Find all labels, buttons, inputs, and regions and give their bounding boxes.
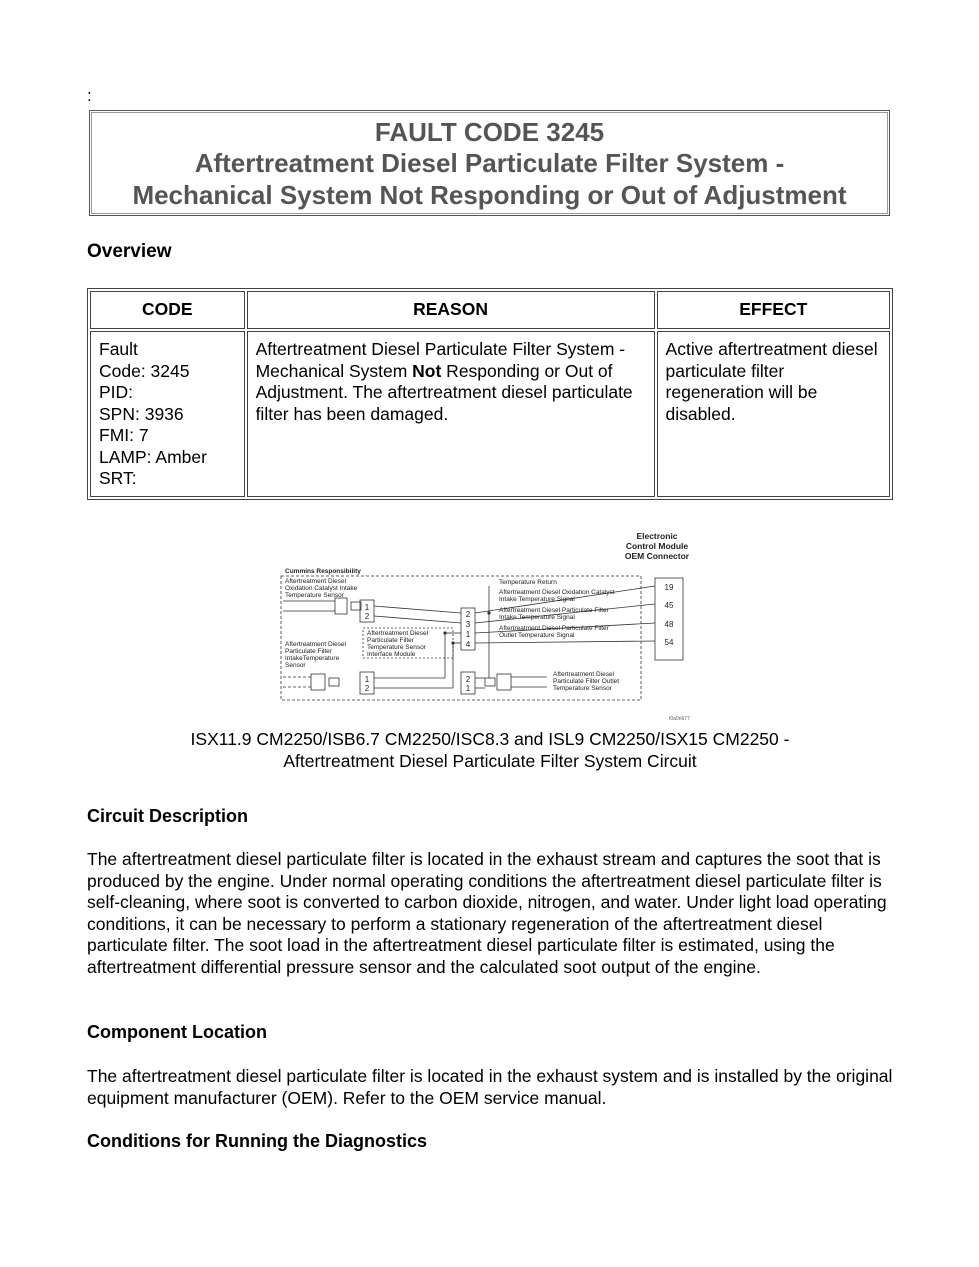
table-row <box>90 331 890 497</box>
table-header-row <box>90 291 890 329</box>
header-reason: REASON <box>247 291 655 329</box>
sensor2-label-1: Aftertreatment Diesel <box>285 641 347 648</box>
module-pin-4: 4 <box>465 640 471 649</box>
module-label-4: Interface Module <box>367 651 416 658</box>
pin-48: 48 <box>664 620 674 629</box>
effect-cell: Active aftertreatment diesel particulate filter regeneration will be disabled. <box>657 331 890 497</box>
reason-text-post: Responding or Out of Adjustment. The aftertreatment diesel particulate filter has been damaged. <box>255 360 633 424</box>
sensor1-label-3: Temperature Sensor <box>285 592 344 599</box>
code-cell <box>90 331 245 497</box>
s3-pin-1: 1 <box>465 684 471 693</box>
module-pin-1: 1 <box>465 630 471 639</box>
fault-subtitle-line2: Mechanical System Not Responding or Out of Adjustment <box>132 180 847 210</box>
sensor1-label-2: Oxidation Catalyst Intake <box>285 585 358 592</box>
signal-label-3a: Aftertreatment Diesel Particulate Filter <box>499 607 609 614</box>
s2-pin-1: 1 <box>364 675 370 684</box>
code-line: LAMP: Amber <box>99 446 207 467</box>
sensor1-label-1: Aftertreatment Diesel <box>285 578 347 585</box>
overview-heading: Overview <box>87 241 172 262</box>
s2-pin-2: 2 <box>364 684 370 693</box>
header-code: CODE <box>90 291 245 329</box>
caption-line2: Aftertreatment Diesel Particulate Filter System Circuit <box>283 750 697 771</box>
code-line: SPN: 3936 <box>99 403 184 424</box>
sensor2-label-4: Sensor <box>285 662 306 669</box>
component-location-heading: Component Location <box>87 1022 267 1042</box>
signal-label-4a: Aftertreatment Diesel Particulate Filter <box>499 625 609 632</box>
reason-cell <box>247 331 655 497</box>
pin-45: 45 <box>664 601 674 610</box>
signal-label-3b: Intake Temperature Signal <box>499 614 575 621</box>
sensor3-label-1: Aftertreatment Diesel <box>553 671 615 678</box>
ecm-label-3: OEM Connector <box>624 551 690 561</box>
pin-54: 54 <box>664 638 674 647</box>
component-location-text: The aftertreatment diesel particulate filter is located in the exhaust system and is installed by the original equipment manufacturer (OEM). Refer to the OEM service manual. <box>87 1066 893 1108</box>
pin-19: 19 <box>664 583 674 592</box>
code-line: SRT: <box>99 468 137 488</box>
module-pin-3: 3 <box>465 620 471 629</box>
s1-pin-2: 2 <box>364 612 370 621</box>
circuit-description-heading: Circuit Description <box>87 806 249 826</box>
sensor2-label-2: Particulate Filter <box>285 648 332 655</box>
fault-subtitle-line1: Aftertreatment Diesel Particulate Filter System - <box>194 148 785 178</box>
figure-id: t0a0n677 <box>669 716 690 722</box>
code-line: FMI: 7 <box>99 425 149 445</box>
conditions-heading: Conditions for Running the Diagnostics <box>87 1131 427 1151</box>
header-effect: EFFECT <box>657 291 890 329</box>
fault-title-box <box>89 110 890 216</box>
circuit-diagram <box>275 528 705 724</box>
sensor3-label-2: Particulate Filter Outlet <box>553 678 620 685</box>
signal-label-4b: Outlet Temperature Signal <box>499 632 575 639</box>
code-line: PID: <box>99 382 134 402</box>
circuit-description-text: The aftertreatment diesel particulate filter is located in the exhaust stream and captures the soot that is produced by the engine. Under normal operating conditions the aftertreatment diesel particulate filter is self-cleaning, where soot is converted to carbon dioxide, nitrogen, and water. Under light load operating conditions, it can be necessary to perform a stationary regeneration of the aftertreatment diesel particulate filter. The soot load in the aftertreatment diesel particulate filter is estimated, using the aftertreatment differential pressure sensor and the calculated soot output of the engine. <box>87 849 887 977</box>
s3-pin-2: 2 <box>465 675 471 684</box>
signal-label-2b: Intake Temperature Signal <box>499 596 575 603</box>
figure-caption <box>87 729 893 772</box>
signal-label-2a: Aftertreatment Diesel Oxidation Catalyst <box>499 589 615 596</box>
module-label-3: Temperature Sensor <box>367 644 426 651</box>
module-pin-2: 2 <box>465 610 471 619</box>
sensor3-label-3: Temperature Sensor <box>553 685 612 692</box>
code-line: Code: 3245 <box>99 360 190 381</box>
code-line: Fault <box>99 339 138 359</box>
cummins-label: Cummins Responsibility <box>285 568 361 575</box>
module-label-2: Particulate Filter <box>367 637 414 644</box>
sensor2-label-3: IntakeTemperature <box>285 655 340 662</box>
ecm-label-1: Electronic <box>636 531 678 541</box>
fault-code-table <box>87 288 893 500</box>
s1-pin-1: 1 <box>364 603 370 612</box>
module-label-1: Aftertreatment Diesel <box>367 630 429 637</box>
reason-text-bold: Not <box>412 360 442 381</box>
signal-label-1: Temperature Return <box>499 579 557 586</box>
fault-code-title: FAULT CODE 3245 <box>374 117 605 147</box>
ecm-label-2: Control Module <box>625 541 689 551</box>
reason-text-pre: Aftertreatment Diesel Particulate Filter System - Mechanical System <box>255 339 626 381</box>
caption-line1: ISX11.9 CM2250/ISB6.7 CM2250/ISC8.3 and ISL9 CM2250/ISX15 CM2250 - <box>190 729 790 749</box>
leading-colon: : <box>87 86 92 105</box>
